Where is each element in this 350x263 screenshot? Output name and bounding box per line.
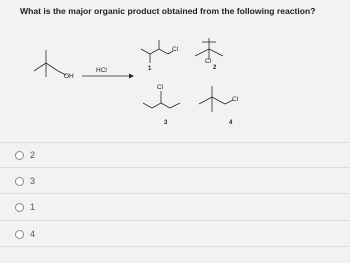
divider [0, 142, 350, 143]
divider [0, 167, 350, 168]
product-3-number: 3 [164, 120, 168, 126]
radio-button[interactable] [15, 230, 24, 239]
product-3-cl-label: Cl [157, 84, 164, 91]
reactant-structure [34, 50, 74, 80]
radio-button[interactable] [15, 177, 24, 186]
product-4-structure [199, 86, 239, 126]
divider [0, 193, 350, 194]
answer-option[interactable] [15, 202, 35, 212]
reactant-oh-label: OH [64, 73, 74, 80]
answer-option[interactable] [15, 150, 35, 160]
reagent-label: HCl [96, 67, 107, 74]
product-4-number: 4 [229, 120, 233, 126]
reaction-arrow [82, 67, 134, 79]
option-label: 4 [30, 229, 36, 239]
product-1-cl-label: Cl [172, 46, 179, 53]
option-label: 1 [30, 202, 36, 212]
product-3-structure [143, 84, 180, 126]
radio-button[interactable] [15, 151, 24, 160]
product-2-cl-label: Cl [205, 58, 212, 65]
product-1-structure [141, 40, 179, 72]
option-label: 2 [30, 150, 36, 160]
answer-option[interactable] [15, 229, 35, 239]
divider [0, 220, 350, 221]
answer-option[interactable] [15, 176, 35, 186]
product-2-structure [195, 38, 223, 71]
divider [0, 246, 350, 247]
radio-button[interactable] [15, 203, 24, 212]
question-text: What is the major organic product obtained from the following reaction? [20, 6, 316, 16]
product-2-number: 2 [213, 65, 217, 71]
product-1-number: 1 [148, 66, 152, 72]
product-4-cl-label: Cl [232, 96, 239, 103]
option-label: 3 [30, 176, 36, 186]
